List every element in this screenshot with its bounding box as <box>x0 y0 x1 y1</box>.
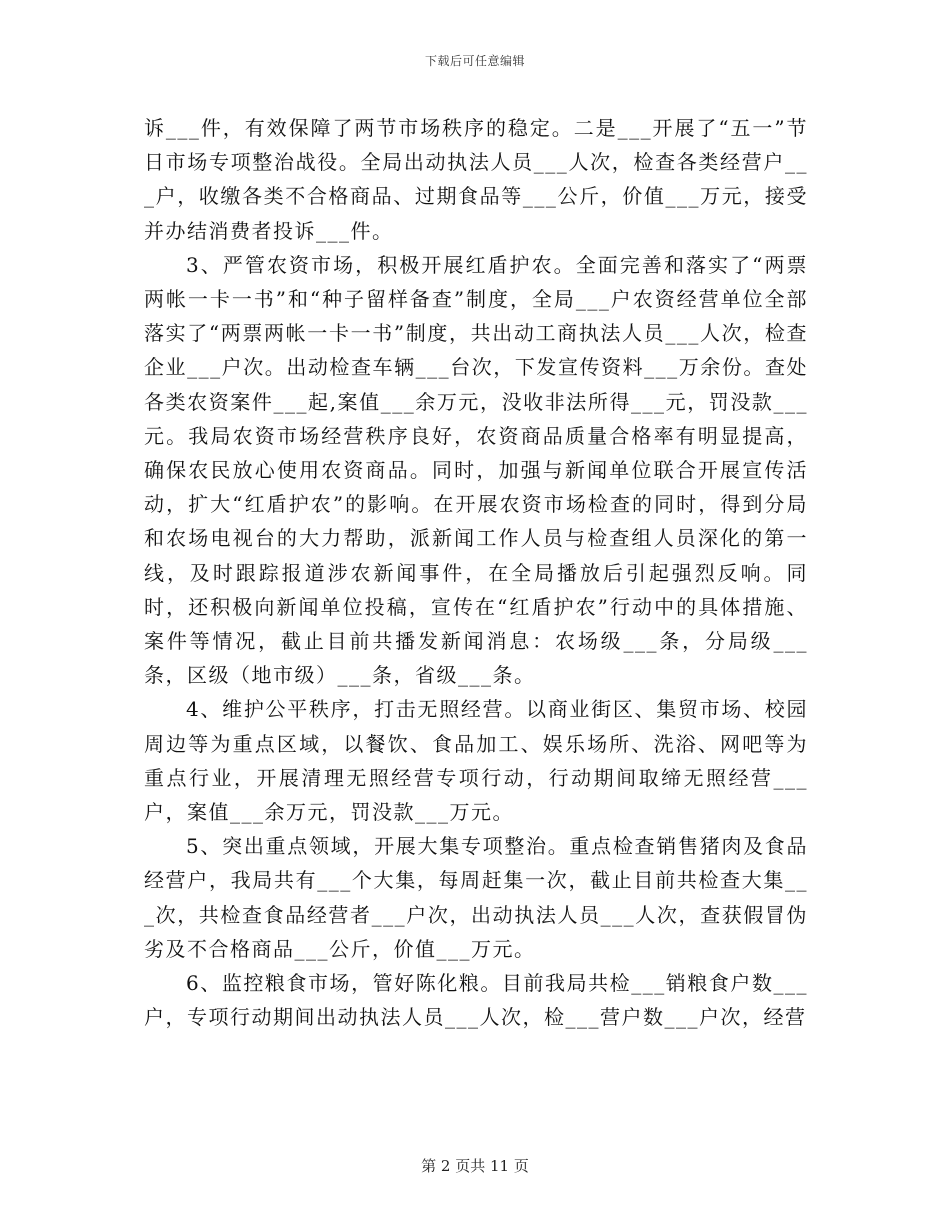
page-header: 下载后可任意编辑 <box>424 54 525 68</box>
paragraph-4: 5、突出重点领域，开展大集专项整治。重点检查销售猪肉及食品经营户，我局共有___个大集，每周赶集一次，截止目前共检查大集___次，共检查食品经营者___户次，出动执法人员___人次，查获假冒伪劣及不合格商品___公斤，价值___万元。 <box>144 834 808 961</box>
paragraph-2: 3、严管农资市场，积极开展红盾护农。全面完善和落实了“两票两帐一卡一书”和“种子留样备查”制度，全局___户农资经营单位全部落实了“两票两帐一卡一书”制度，共出动工商执法人员___人次，检查企业___户次。出动检查车辆___台次，下发宣传资料___万余份。查处各类农资案件___起,案值___余万元，没收非法所得___元，罚没款___元。我局农资市场经营秩序良好，农资商品质量合格率有明显提高，确保农民放心使用农资商品。同时，加强与新闻单位联合开展宣传活动，扩大“红盾护农”的影响。在开展农资市场检查的同时，得到分局和农场电视台的大力帮助，派新闻工作人员与检查组人员深化的第一线，及时跟踪报道涉农新闻事件，在全局播放后引起强烈反响。同时，还积极向新闻单位投稿，宣传在“红盾护农”行动中的具体措施、案件等情况，截止目前共播发新闻消息：农场级___条，分局级___条，区级（地市级）___条，省级___条。 <box>144 252 808 688</box>
paragraph-3: 4、维护公平秩序，打击无照经营。以商业街区、集贸市场、校园周边等为重点区域，以餐饮、食品加工、娱乐场所、洗浴、网吧等为重点行业，开展清理无照经营专项行动，行动期间取缔无照经营___户，案值___余万元，罚没款___万元。 <box>144 697 808 825</box>
paragraph-1: 诉___件，有效保障了两节市场秩序的稳定。二是___开展了“五一”节日市场专项整治战役。全局出动执法人员___人次，检查各类经营户___户，收缴各类不合格商品、过期食品等___公斤，价值___万元，接受并办结消费者投诉___件。 <box>144 116 808 243</box>
page-footer: 第 2 页共 11 页 <box>421 1157 529 1175</box>
document-body <box>144 111 808 1034</box>
paragraph-5: 6、监控粮食市场，管好陈化粮。目前我局共检___销粮食户数___户，专项行动期间出动执法人员___人次，检___营户数___户次，经营 <box>144 971 808 1030</box>
